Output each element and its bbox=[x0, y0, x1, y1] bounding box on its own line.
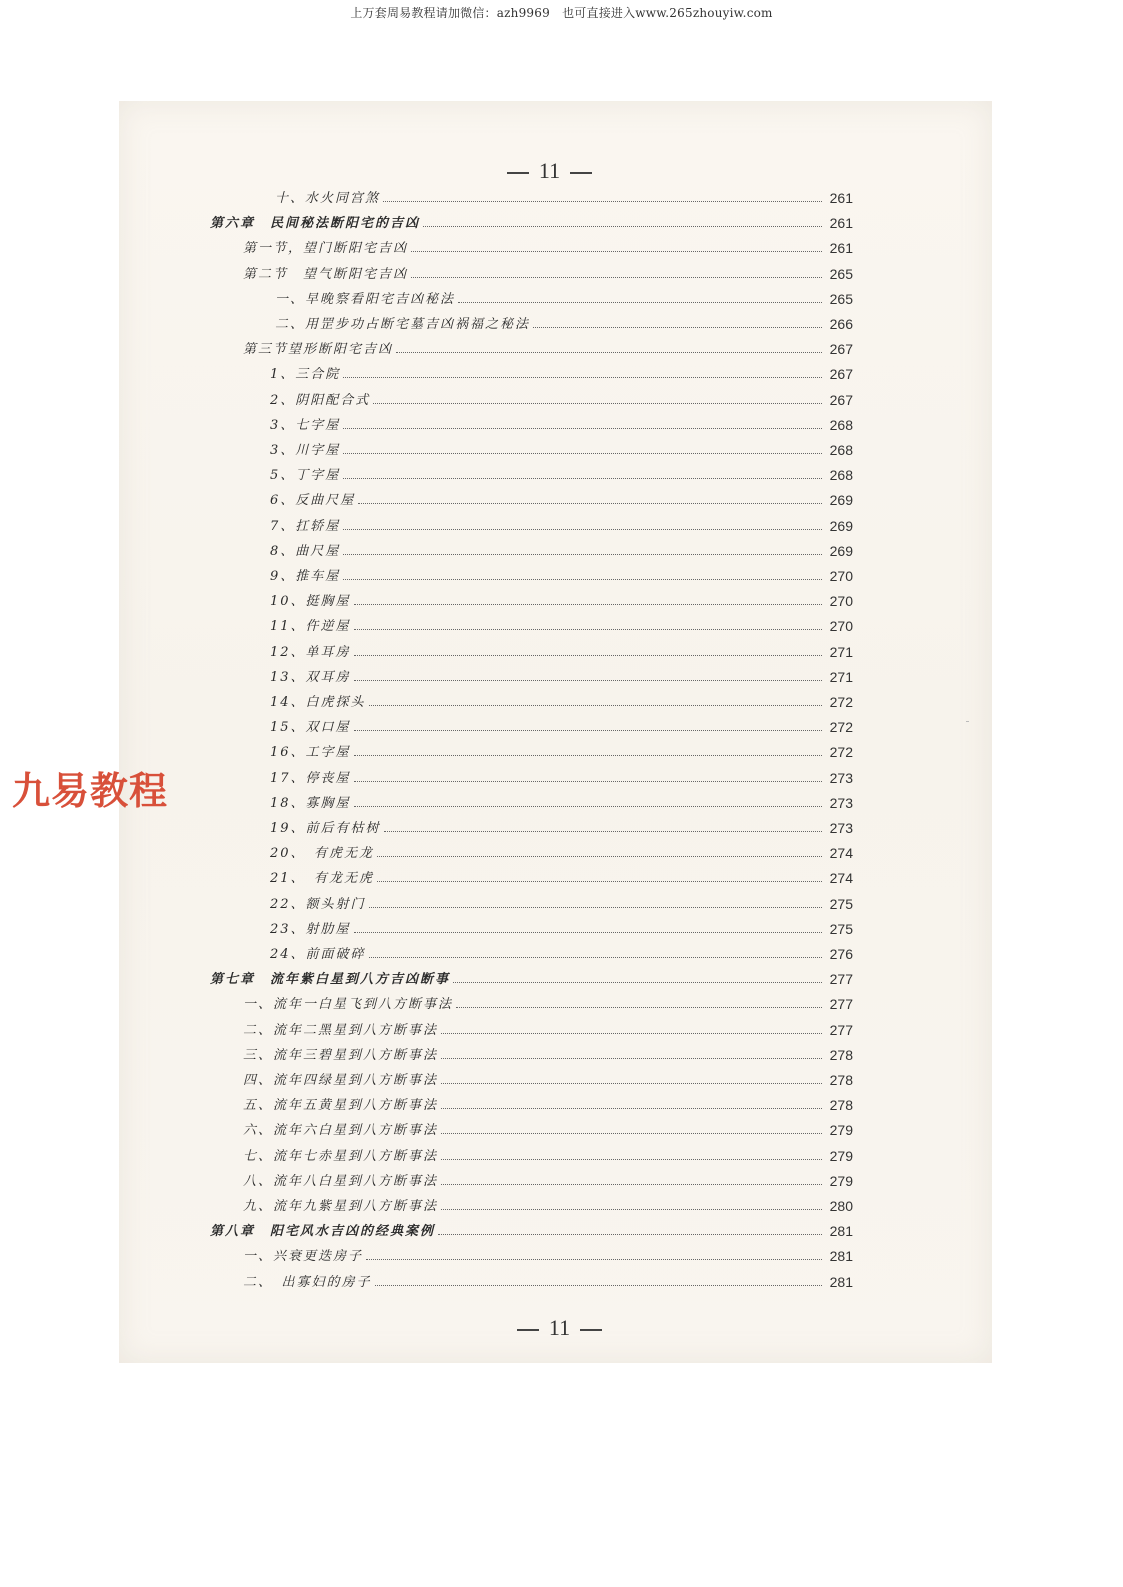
toc-entry-page: 281 bbox=[829, 1248, 853, 1265]
dash-decoration bbox=[570, 172, 592, 174]
toc-entry-page: 277 bbox=[829, 1021, 853, 1038]
toc-entry-row bbox=[275, 285, 853, 307]
toc-entry-page: 270 bbox=[829, 568, 853, 584]
toc-entry-row bbox=[270, 587, 853, 609]
toc-dot-leader bbox=[354, 755, 822, 756]
toc-entry-row bbox=[243, 1142, 853, 1164]
toc-entry-row bbox=[243, 1091, 853, 1113]
toc-entry-title: 6、反曲尺屋 bbox=[270, 493, 356, 509]
toc-entry-page: 269 bbox=[829, 542, 853, 559]
toc-entry-row bbox=[270, 915, 853, 937]
toc-entry-page: 265 bbox=[829, 290, 853, 307]
toc-entry-title: 第八章 阳宅风水吉凶的经典案例 bbox=[210, 1224, 436, 1240]
toc-entry-page: 277 bbox=[829, 971, 853, 988]
toc-dot-leader bbox=[456, 1007, 822, 1008]
toc-dot-leader bbox=[343, 478, 822, 479]
toc-entry-page: 280 bbox=[829, 1198, 853, 1214]
toc-dot-leader bbox=[453, 982, 822, 983]
toc-entry-row bbox=[270, 890, 853, 912]
toc-chapter-row bbox=[210, 965, 853, 987]
toc-entry-title: 13、双耳房 bbox=[270, 669, 351, 685]
toc-entry-row bbox=[270, 789, 853, 811]
toc-entry-page: 273 bbox=[829, 769, 853, 786]
toc-entry-row bbox=[243, 1116, 853, 1138]
toc-entry-row bbox=[270, 411, 853, 433]
toc-dot-leader bbox=[343, 377, 822, 378]
toc-entry-title: 5、丁字屋 bbox=[270, 468, 341, 484]
toc-entry-row bbox=[270, 839, 853, 861]
toc-entry-row bbox=[270, 764, 853, 786]
toc-entry-title: 一、早晚察看阳宅吉凶秘法 bbox=[275, 291, 456, 307]
toc-entry-row bbox=[270, 436, 853, 458]
toc-entry-title: 3、七字屋 bbox=[270, 417, 341, 433]
toc-dot-leader bbox=[369, 705, 822, 706]
toc-dot-leader bbox=[377, 856, 822, 857]
toc-entry-page: 273 bbox=[829, 820, 853, 836]
toc-dot-leader bbox=[441, 1159, 822, 1160]
toc-dot-leader bbox=[354, 629, 822, 630]
toc-entry-page: 278 bbox=[829, 1046, 853, 1063]
toc-dot-leader bbox=[373, 403, 822, 404]
toc-dot-leader bbox=[423, 226, 822, 227]
toc-entry-page: 275 bbox=[829, 895, 853, 912]
toc-entry-page: 268 bbox=[829, 442, 853, 458]
toc-entry-row bbox=[243, 260, 853, 282]
toc-entry-title: 8、曲尺屋 bbox=[270, 543, 341, 559]
toc-entry-title: 第六章 民间秘法断阳宅的吉凶 bbox=[210, 216, 421, 232]
toc-entry-title: 八、流年八白星到八方断事法 bbox=[243, 1173, 439, 1189]
toc-entry-row bbox=[270, 486, 853, 508]
toc-entry-row bbox=[270, 814, 853, 836]
scan-speck bbox=[966, 721, 969, 722]
toc-entry-row bbox=[243, 335, 853, 357]
toc-dot-leader bbox=[343, 579, 822, 580]
toc-entry-row bbox=[243, 1041, 853, 1063]
toc-entry-page: 261 bbox=[829, 240, 853, 257]
toc-entry-page: 267 bbox=[829, 366, 853, 383]
toc-dot-leader bbox=[441, 1133, 822, 1134]
toc-entry-title: 7、扛轿屋 bbox=[270, 518, 341, 534]
toc-entry-page: 271 bbox=[829, 643, 853, 660]
toc-entry-page: 265 bbox=[829, 265, 853, 282]
toc-dot-leader bbox=[366, 1259, 822, 1260]
toc-entry-row bbox=[270, 360, 853, 382]
toc-entry-title: 1、三合院 bbox=[270, 367, 341, 383]
toc-dot-leader bbox=[369, 957, 822, 958]
toc-entry-row bbox=[243, 1016, 853, 1038]
toc-dot-leader bbox=[441, 1108, 822, 1109]
toc-dot-leader bbox=[354, 781, 822, 782]
toc-dot-leader bbox=[533, 327, 822, 328]
toc-entry-page: 267 bbox=[829, 391, 853, 408]
toc-entry-row bbox=[270, 688, 853, 710]
toc-entry-row bbox=[270, 940, 853, 962]
toc-entry-title: 第三节望形断阳宅吉凶 bbox=[243, 342, 394, 358]
toc-entry-page: 278 bbox=[829, 1072, 853, 1088]
toc-dot-leader bbox=[375, 1285, 822, 1286]
toc-entry-page: 281 bbox=[829, 1223, 853, 1240]
toc-dot-leader bbox=[411, 251, 822, 252]
page-number-top bbox=[0, 158, 1111, 184]
toc-entry-title: 第七章 流年紫白星到八方吉凶断事 bbox=[210, 972, 451, 988]
toc-dot-leader bbox=[354, 730, 822, 731]
toc-dot-leader bbox=[396, 352, 822, 353]
toc-entry-row bbox=[270, 386, 853, 408]
toc-entry-page: 261 bbox=[829, 190, 853, 206]
toc-entry-row bbox=[243, 1066, 853, 1088]
toc-entry-title: 15、双口屋 bbox=[270, 720, 351, 736]
toc-dot-leader bbox=[458, 302, 822, 303]
toc-dot-leader bbox=[369, 907, 822, 908]
toc-entry-title: 九、流年九紫星到八方断事法 bbox=[243, 1199, 439, 1214]
toc-entry-row bbox=[275, 310, 853, 332]
toc-entry-row bbox=[270, 612, 853, 634]
toc-entry-title: 七、流年七赤星到八方断事法 bbox=[243, 1148, 439, 1164]
toc-entry-title: 10、挺胸屋 bbox=[270, 594, 351, 610]
page-number-bottom bbox=[0, 1315, 1121, 1341]
toc-entry-title: 第二节 望气断阳宅吉凶 bbox=[243, 266, 409, 282]
toc-chapter-row bbox=[210, 1217, 853, 1239]
toc-dot-leader bbox=[383, 201, 822, 202]
toc-entry-title: 18、寡胸屋 bbox=[270, 795, 351, 811]
toc-entry-title: 12、单耳房 bbox=[270, 644, 351, 660]
toc-entry-row bbox=[243, 1268, 853, 1290]
toc-entry-row bbox=[243, 1242, 853, 1264]
toc-entry-title: 22、额头射门 bbox=[270, 896, 366, 912]
toc-entry-title: 第一节，望门断阳宅吉凶 bbox=[243, 241, 409, 257]
toc-entry-page: 269 bbox=[829, 517, 853, 534]
toc-entry-page: 278 bbox=[829, 1097, 853, 1114]
toc-entry-title: 2、阴阳配合式 bbox=[270, 392, 371, 408]
header-banner: 上万套周易教程请加微信：azh9969 也可直接进入www.265zhouyiw.com bbox=[350, 6, 773, 20]
toc-entry-row bbox=[270, 713, 853, 735]
toc-entry-title: 21、 有龙无虎 bbox=[270, 871, 375, 887]
toc-entry-title: 二、流年二黑星到八方断事法 bbox=[243, 1022, 439, 1038]
toc-entry-page: 270 bbox=[829, 618, 853, 635]
toc-entry-page: 275 bbox=[829, 920, 853, 937]
toc-entry-page: 272 bbox=[829, 719, 853, 736]
toc-entry-row bbox=[270, 562, 853, 584]
toc-entry-page: 272 bbox=[829, 744, 853, 761]
toc-entry-title: 三、流年三碧星到八方断事法 bbox=[243, 1047, 439, 1063]
toc-entry-row bbox=[243, 1167, 853, 1189]
toc-entry-page: 268 bbox=[829, 416, 853, 433]
toc-entry-title: 16、工字屋 bbox=[270, 745, 351, 761]
toc-dot-leader bbox=[441, 1083, 822, 1084]
toc-entry-page: 279 bbox=[829, 1172, 853, 1189]
toc-entry-title: 14、白虎探头 bbox=[270, 695, 366, 710]
toc-dot-leader bbox=[343, 554, 822, 555]
toc-entry-title: 17、停丧屋 bbox=[270, 770, 351, 786]
toc-dot-leader bbox=[354, 806, 822, 807]
page-number-bottom-text: 11 bbox=[548, 1315, 571, 1340]
toc-dot-leader bbox=[438, 1234, 822, 1235]
toc-entry-row bbox=[270, 638, 853, 660]
toc-entry-page: 274 bbox=[829, 870, 853, 887]
toc-entry-page: 272 bbox=[829, 694, 853, 710]
toc-entry-title: 四、流年四绿星到八方断事法 bbox=[243, 1073, 439, 1088]
toc-dot-leader bbox=[343, 453, 822, 454]
toc-entry-page: 266 bbox=[829, 316, 853, 332]
toc-entry-row bbox=[270, 663, 853, 685]
toc-entry-title: 11、仵逆屋 bbox=[270, 619, 351, 635]
toc-entry-title: 二、 出寡妇的房子 bbox=[243, 1274, 372, 1290]
watermark-logo: 九易教程 bbox=[12, 769, 169, 813]
toc-entry-row bbox=[270, 461, 853, 483]
toc-entry-page: 268 bbox=[829, 467, 853, 484]
toc-dot-leader bbox=[411, 277, 822, 278]
toc-entry-row bbox=[270, 738, 853, 760]
dash-decoration bbox=[507, 172, 529, 174]
toc-entry-page: 279 bbox=[829, 1122, 853, 1139]
toc-dot-leader bbox=[384, 831, 822, 832]
dash-decoration bbox=[580, 1329, 602, 1331]
toc-entry-title: 9、推车屋 bbox=[270, 569, 341, 584]
toc-entry-page: 271 bbox=[829, 668, 853, 685]
toc-entry-title: 二、用罡步功占断宅墓吉凶祸福之秘法 bbox=[275, 317, 531, 332]
toc-entry-title: 23、射肋屋 bbox=[270, 921, 351, 937]
page-number-top-text: 11 bbox=[538, 158, 561, 183]
toc-dot-leader bbox=[441, 1209, 822, 1210]
toc-chapter-row bbox=[210, 209, 853, 231]
toc-entry-page: 261 bbox=[829, 215, 853, 232]
toc-entry-page: 276 bbox=[829, 946, 853, 962]
dash-decoration bbox=[517, 1329, 539, 1331]
toc-entry-page: 267 bbox=[829, 341, 853, 358]
toc-entry-title: 20、 有虎无龙 bbox=[270, 846, 375, 862]
toc-dot-leader bbox=[343, 428, 822, 429]
toc-entry-row bbox=[270, 512, 853, 534]
toc-entry-title: 19、前后有枯树 bbox=[270, 821, 381, 836]
toc-entry-row bbox=[243, 1192, 853, 1214]
toc-entry-row bbox=[270, 537, 853, 559]
toc-entry-page: 270 bbox=[829, 593, 853, 610]
toc-entry-page: 277 bbox=[829, 996, 853, 1013]
toc-dot-leader bbox=[354, 655, 822, 656]
toc-entry-row bbox=[275, 184, 853, 206]
toc-entry-title: 十、水火同宫煞 bbox=[275, 191, 381, 206]
toc-entry-row bbox=[270, 864, 853, 886]
toc-entry-title: 3、川字屋 bbox=[270, 443, 341, 458]
toc-entry-title: 一、流年一白星飞到八方断事法 bbox=[243, 997, 454, 1013]
toc-entry-title: 24、前面破碎 bbox=[270, 947, 366, 962]
toc-dot-leader bbox=[358, 503, 822, 504]
toc-entry-title: 六、流年六白星到八方断事法 bbox=[243, 1123, 439, 1139]
toc-dot-leader bbox=[441, 1033, 822, 1034]
toc-entry-page: 274 bbox=[829, 845, 853, 862]
toc-entry-title: 五、流年五黄星到八方断事法 bbox=[243, 1098, 439, 1114]
toc-entry-page: 281 bbox=[829, 1273, 853, 1290]
toc-entry-page: 269 bbox=[829, 492, 853, 509]
toc-dot-leader bbox=[377, 881, 822, 882]
toc-dot-leader bbox=[343, 529, 822, 530]
toc-entry-title: 一、兴衰更迭房子 bbox=[243, 1249, 364, 1265]
toc-dot-leader bbox=[441, 1058, 822, 1059]
toc-entry-row bbox=[243, 990, 853, 1012]
toc-entry-page: 279 bbox=[829, 1147, 853, 1164]
toc-dot-leader bbox=[441, 1184, 822, 1185]
toc-dot-leader bbox=[354, 932, 822, 933]
toc-dot-leader bbox=[354, 680, 822, 681]
toc-dot-leader bbox=[354, 604, 822, 605]
toc-entry-row bbox=[243, 234, 853, 256]
toc-entry-page: 273 bbox=[829, 794, 853, 811]
